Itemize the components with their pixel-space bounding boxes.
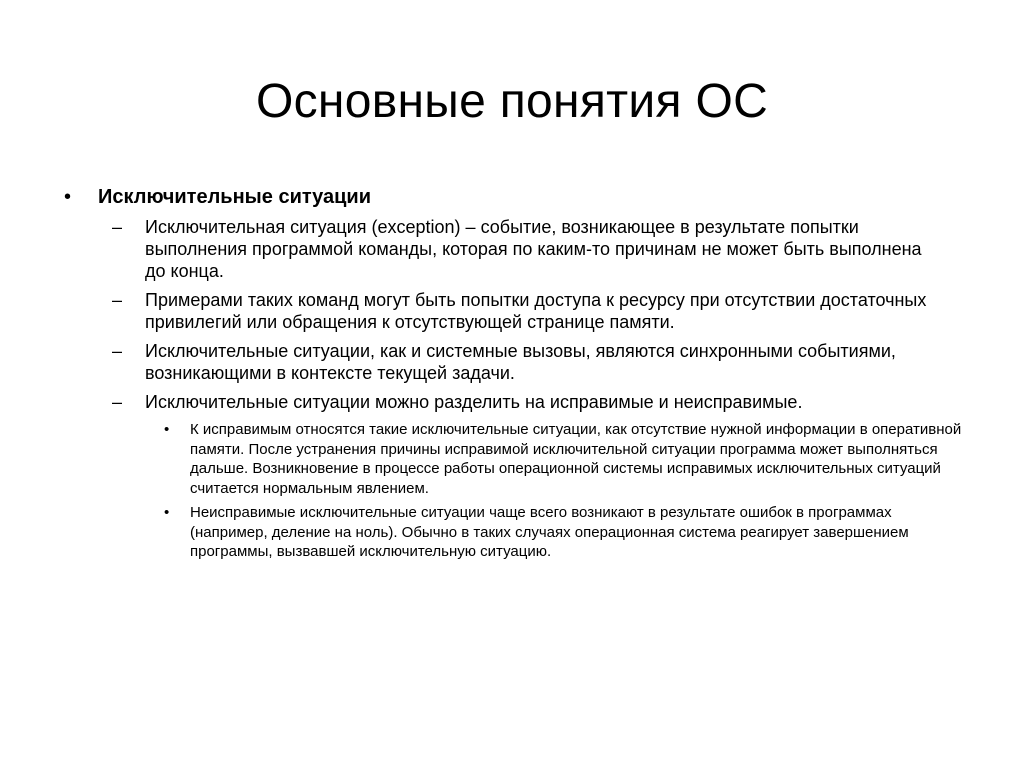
dash-icon: – <box>112 290 123 310</box>
section-heading-item <box>64 184 964 210</box>
dash-icon: – <box>112 341 123 361</box>
slide-title: Основные понятия ОС <box>255 75 769 128</box>
bullet-icon: • <box>164 504 170 521</box>
list-item <box>64 216 935 282</box>
list-item-text: Примерами таких команд могут быть попытки доступа к ресурсу при отсутствии достаточных привилегий или обращения к отсутствующей странице памяти. <box>145 290 927 332</box>
sub-list-item <box>64 420 970 498</box>
list-item-text: Исключительные ситуации, как и системные вызовы, являются синхронными событиями, возникающими в контексте текущей задачи. <box>145 341 896 383</box>
section-heading: Исключительные ситуации <box>98 186 372 208</box>
list-item-text: Исключительные ситуации можно разделить на исправимые и неисправимые. <box>145 392 803 412</box>
slide-content <box>64 184 964 567</box>
sub-list-item-text: Неисправимые исключительные ситуации чаще всего возникают в результате ошибок в программах (например, деление на ноль). Обычно в таких случаях операционная система реагирует завершением программы, вызвавшей исключительную ситуацию. <box>190 504 909 560</box>
sub-list-item-text: К исправимым относятся такие исключительные ситуации, как отсутствие нужной информации в оперативной памяти. После устранения причины исправимой исключительной ситуации программа может выполняться дальше. Возникновение в процессе работы операционной системы исправимых исключительных ситуаций считается нормальным явлением. <box>190 421 962 497</box>
list-item <box>64 340 935 384</box>
list-item <box>64 289 935 333</box>
sub-list-item <box>64 503 970 562</box>
dash-icon: – <box>112 392 123 412</box>
list-item-text: Исключительная ситуация (exception) – событие, возникающее в результате попытки выполнения программой команды, которая по каким-то причинам не может быть выполнена до конца. <box>145 217 922 281</box>
list-item <box>64 391 935 413</box>
dash-icon: – <box>112 217 123 237</box>
bullet-icon: • <box>164 421 170 438</box>
bullet-icon: • <box>64 186 72 208</box>
